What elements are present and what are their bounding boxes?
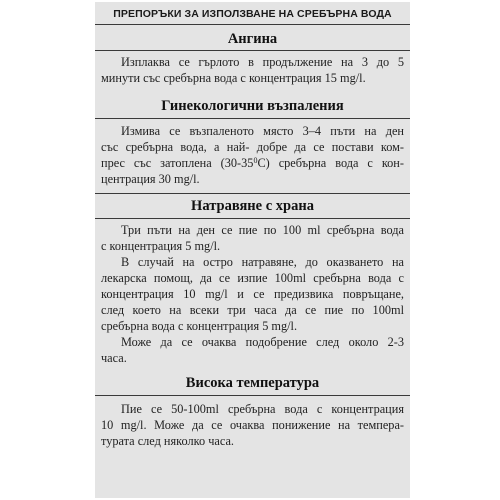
text-line: Пие се 50-100ml сребърна вода с концентрация	[121, 402, 404, 416]
text-line: часа.	[101, 351, 127, 365]
text-line: сребърна вода с концентрация 5 mg/l.	[101, 319, 298, 333]
text-line: Измива се възпаленото място 3–4 пъти на ден	[121, 124, 404, 138]
text-line: Може да се очаква подобрение след около 2-3	[121, 335, 404, 349]
text-line: след което на всеки три часа да се пие по 100ml	[101, 303, 404, 317]
divider	[95, 218, 410, 219]
divider	[95, 50, 410, 51]
divider	[95, 24, 410, 25]
document-page	[95, 2, 410, 498]
text-fragment: C) сребърна вода с кон-	[257, 156, 404, 170]
text-line: минути със сребърна вода с концентрация 15 mg/l.	[101, 71, 366, 85]
text-line: Изплаква се гърлото в продължение на 3 до 5	[121, 55, 404, 69]
text-line: с концентрация 5 mg/l.	[101, 239, 221, 253]
text-line: турата след няколко часа.	[101, 434, 234, 448]
section-heading-high-temperature: Висока температура	[185, 375, 320, 391]
text-line: центрация 30 mg/l.	[101, 172, 200, 186]
section-heading-angina: Ангина	[227, 31, 278, 47]
divider	[95, 118, 410, 119]
text-line: В случай на остро натравяне, до оказването на	[121, 255, 404, 269]
text-line-with-superscript	[101, 156, 404, 171]
divider	[95, 193, 410, 194]
text-line: 10 mg/l. Може да се очаква понижение на темпера-	[101, 418, 404, 432]
section-heading-food-poisoning: Натравяне с храна	[191, 198, 314, 214]
text-line: със сребърна вода, а най- добре да се постави ком-	[101, 140, 404, 154]
section-heading-gynecological: Гинекологични възпаления	[161, 98, 344, 114]
divider	[95, 395, 410, 396]
text-line: концентрация 10 mg/l и се предизвика повръщане,	[101, 287, 404, 301]
degree-superscript: 0	[253, 156, 258, 165]
document-title: ПРЕПОРЪКИ ЗА ИЗПОЛЗВАНЕ НА СРЕБЪРНА ВОДА	[113, 8, 392, 20]
text-line: Три пъти на ден се пие по 100 ml сребърна вода	[121, 223, 404, 237]
text-line: лекарска помощ, да се изпие 100ml сребърна вода с	[101, 271, 404, 285]
text-fragment: прес със затоплена (30-35	[101, 156, 254, 170]
